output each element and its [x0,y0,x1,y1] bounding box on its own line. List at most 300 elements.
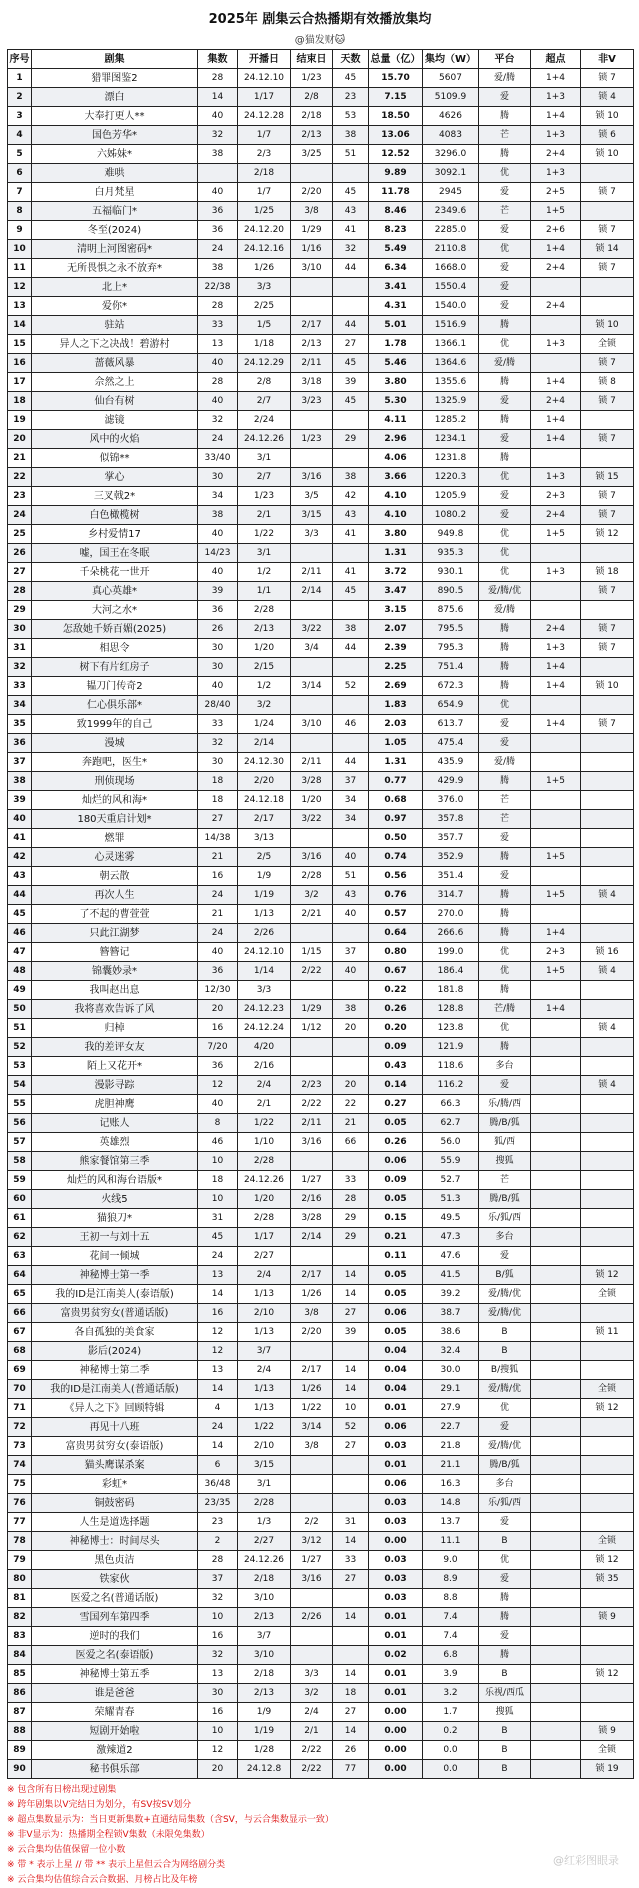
cell-index: 33 [8,677,32,696]
cell-episodes: 18 [198,791,238,810]
cell-start-date: 3/1 [238,1475,291,1494]
table-row [8,411,634,430]
cell-avg-views: 435.9 [423,753,479,772]
cell-advance-screening [531,354,581,373]
cell-locked-episodes [581,1589,634,1608]
cell-days: 45 [333,354,369,373]
cell-avg-views: 0.0 [423,1760,479,1779]
cell-avg-views: 21.8 [423,1437,479,1456]
cell-avg-views: 52.7 [423,1171,479,1190]
cell-locked-episodes: 锁 12 [581,1399,634,1418]
cell-locked-episodes: 锁 6 [581,126,634,145]
cell-end-date: 2/26 [291,1608,333,1627]
cell-locked-episodes: 锁 8 [581,373,634,392]
col-header-episodes: 集数 [198,50,238,69]
cell-start-date: 24.12.10 [238,943,291,962]
cell-title: 记账人 [32,1114,198,1133]
cell-advance-screening [531,1114,581,1133]
cell-advance-screening [531,1741,581,1760]
col-header-start: 开播日 [238,50,291,69]
cell-avg-views: 29.1 [423,1380,479,1399]
cell-advance-screening [531,1038,581,1057]
cell-advance-screening [531,1437,581,1456]
cell-total-views: 0.05 [369,1266,423,1285]
cell-total-views: 0.03 [369,1589,423,1608]
table-row [8,544,634,563]
table-row [8,183,634,202]
cell-avg-views: 38.7 [423,1304,479,1323]
table-row [8,107,634,126]
cell-advance-screening: 1+3 [531,563,581,582]
table-row [8,240,634,259]
cell-total-views: 0.03 [369,1570,423,1589]
cell-total-views: 0.43 [369,1057,423,1076]
cell-end-date: 2/17 [291,1266,333,1285]
cell-days [333,1247,369,1266]
cell-end-date: 3/25 [291,145,333,164]
cell-end-date: 2/11 [291,563,333,582]
cell-days: 39 [333,1323,369,1342]
cell-title: 相思令 [32,639,198,658]
cell-days: 51 [333,867,369,886]
cell-total-views: 0.27 [369,1095,423,1114]
cell-index: 87 [8,1703,32,1722]
cell-days: 46 [333,715,369,734]
cell-start-date: 1/1 [238,582,291,601]
cell-avg-views: 429.9 [423,772,479,791]
cell-end-date: 3/10 [291,259,333,278]
table-row [8,1665,634,1684]
cell-start-date: 1/19 [238,886,291,905]
cell-start-date: 2/13 [238,620,291,639]
cell-platform: 爱 [479,1247,531,1266]
table-row [8,772,634,791]
cell-avg-views: 11.1 [423,1532,479,1551]
cell-title: 怎敌她千娇百媚(2025) [32,620,198,639]
cell-days: 44 [333,259,369,278]
table-row [8,734,634,753]
cell-total-views: 0.80 [369,943,423,962]
footnote: ※ 超点集数显示为：当日更新集数+直通结局集数（含SV，与云合集数显示一致） [7,1815,334,1825]
cell-days: 44 [333,639,369,658]
table-row [8,1684,634,1703]
cell-start-date: 2/17 [238,810,291,829]
cell-days: 27 [333,1570,369,1589]
cell-start-date: 2/4 [238,1076,291,1095]
cell-locked-episodes [581,1684,634,1703]
cell-index: 76 [8,1494,32,1513]
cell-days [333,297,369,316]
table-body [8,69,634,1779]
cell-advance-screening [531,1589,581,1608]
cell-end-date: 3/2 [291,1684,333,1703]
cell-start-date: 3/1 [238,449,291,468]
cell-platform: 芒 [479,810,531,829]
cell-episodes: 12 [198,1741,238,1760]
cell-total-views: 0.03 [369,1437,423,1456]
cell-avg-views: 186.4 [423,962,479,981]
cell-platform: 优 [479,1019,531,1038]
cell-episodes: 10 [198,1722,238,1741]
cell-title: 猎罪图鉴2 [32,69,198,88]
cell-advance-screening [531,582,581,601]
cell-start-date: 3/13 [238,829,291,848]
cell-advance-screening [531,1095,581,1114]
cell-episodes: 27 [198,810,238,829]
cell-days: 53 [333,107,369,126]
cell-index: 65 [8,1285,32,1304]
cell-start-date: 2/5 [238,848,291,867]
cell-index: 85 [8,1665,32,1684]
cell-locked-episodes: 锁 12 [581,1551,634,1570]
cell-days: 41 [333,221,369,240]
cell-episodes: 33 [198,316,238,335]
cell-end-date: 2/11 [291,753,333,772]
cell-total-views: 0.05 [369,1190,423,1209]
cell-advance-screening [531,1532,581,1551]
cell-locked-episodes [581,1418,634,1437]
cell-platform: 腾 [479,658,531,677]
cell-episodes: 21 [198,905,238,924]
cell-end-date: 3/8 [291,202,333,221]
cell-end-date [291,1152,333,1171]
cell-locked-episodes: 全锁 [581,1532,634,1551]
cell-episodes: 34 [198,487,238,506]
cell-index: 71 [8,1399,32,1418]
cell-title: 仁心俱乐部* [32,696,198,715]
cell-avg-views: 55.9 [423,1152,479,1171]
cell-avg-views: 30.0 [423,1361,479,1380]
cell-avg-views: 751.4 [423,658,479,677]
cell-platform: 爱 [479,183,531,202]
cell-advance-screening [531,810,581,829]
cell-days: 41 [333,563,369,582]
cell-episodes: 13 [198,1266,238,1285]
col-header-index: 序号 [8,50,32,69]
cell-platform: B/狐 [479,1266,531,1285]
cell-locked-episodes: 全锁 [581,1380,634,1399]
cell-end-date [291,658,333,677]
cell-index: 61 [8,1209,32,1228]
cell-end-date: 3/10 [291,715,333,734]
cell-episodes: 40 [198,525,238,544]
cell-advance-screening: 1+5 [531,848,581,867]
cell-index: 17 [8,373,32,392]
table-row [8,354,634,373]
cell-start-date: 24.12.29 [238,354,291,373]
cell-end-date [291,278,333,297]
cell-start-date: 1/2 [238,563,291,582]
cell-locked-episodes: 锁 9 [581,1608,634,1627]
footnote: ※ 包含所有日榜出现过剧集 [7,1785,117,1795]
cell-platform: 优 [479,943,531,962]
cell-advance-screening [531,1304,581,1323]
cell-platform: B [479,1741,531,1760]
cell-days: 27 [333,1304,369,1323]
cell-total-views: 2.25 [369,658,423,677]
cell-end-date: 2/2 [291,1513,333,1532]
cell-start-date: 24.12.18 [238,791,291,810]
cell-advance-screening: 1+4 [531,240,581,259]
cell-days [333,981,369,1000]
col-header-days: 天数 [333,50,369,69]
cell-locked-episodes [581,1513,634,1532]
cell-episodes: 10 [198,1608,238,1627]
cell-index: 26 [8,544,32,563]
cell-locked-episodes: 锁 7 [581,582,634,601]
table-row [8,658,634,677]
cell-index: 50 [8,1000,32,1019]
cell-end-date: 2/28 [291,867,333,886]
cell-end-date: 3/23 [291,392,333,411]
cell-episodes: 2 [198,1532,238,1551]
cell-start-date: 1/28 [238,1741,291,1760]
cell-episodes: 4 [198,1399,238,1418]
cell-index: 28 [8,582,32,601]
cell-locked-episodes [581,278,634,297]
cell-end-date [291,449,333,468]
cell-title: 漂白 [32,88,198,107]
cell-platform: 乐/狐/西 [479,1209,531,1228]
table-row [8,563,634,582]
cell-title: 风中的火焰 [32,430,198,449]
cell-advance-screening: 1+4 [531,924,581,943]
cell-advance-screening [531,1361,581,1380]
cell-end-date: 3/12 [291,1532,333,1551]
cell-title: 180天重启计划* [32,810,198,829]
cell-avg-views: 49.5 [423,1209,479,1228]
cell-avg-views: 352.9 [423,848,479,867]
cell-index: 15 [8,335,32,354]
cell-locked-episodes: 锁 7 [581,620,634,639]
cell-title: 猫狼刀* [32,1209,198,1228]
cell-index: 80 [8,1570,32,1589]
cell-total-views: 3.80 [369,373,423,392]
table-row [8,1342,634,1361]
cell-advance-screening [531,1646,581,1665]
cell-index: 40 [8,810,32,829]
cell-total-views: 4.10 [369,506,423,525]
cell-locked-episodes: 锁 18 [581,563,634,582]
cell-platform: 腾 [479,373,531,392]
cell-index: 29 [8,601,32,620]
cell-start-date: 1/7 [238,126,291,145]
cell-platform: B/搜狐 [479,1361,531,1380]
cell-advance-screening [531,1342,581,1361]
cell-days: 20 [333,1076,369,1095]
cell-episodes: 46 [198,1133,238,1152]
cell-platform: 爱 [479,430,531,449]
cell-start-date: 2/1 [238,1095,291,1114]
cell-index: 54 [8,1076,32,1095]
cell-start-date: 3/3 [238,981,291,1000]
table-row [8,1247,634,1266]
cell-advance-screening: 1+5 [531,886,581,905]
cell-locked-episodes [581,791,634,810]
cell-advance-screening [531,734,581,753]
cell-locked-episodes [581,1361,634,1380]
cell-avg-views: 376.0 [423,791,479,810]
cell-episodes: 40 [198,943,238,962]
cell-days: 14 [333,1361,369,1380]
cell-locked-episodes: 锁 10 [581,107,634,126]
cell-advance-screening [531,544,581,563]
cell-episodes: 14/23 [198,544,238,563]
table-row [8,962,634,981]
cell-start-date: 1/22 [238,1418,291,1437]
cell-avg-views: 56.0 [423,1133,479,1152]
table-row [8,1038,634,1057]
cell-title: 富贵男贫穷女(普通话版) [32,1304,198,1323]
cell-end-date: 2/22 [291,1095,333,1114]
table-row [8,1019,634,1038]
cell-end-date: 2/13 [291,126,333,145]
cell-end-date: 3/28 [291,1209,333,1228]
cell-avg-views: 4083 [423,126,479,145]
cell-locked-episodes [581,1190,634,1209]
cell-advance-screening: 2+4 [531,506,581,525]
cell-index: 14 [8,316,32,335]
cell-index: 31 [8,639,32,658]
cell-total-views: 0.01 [369,1684,423,1703]
cell-platform: 爱 [479,829,531,848]
cell-days [333,1342,369,1361]
cell-episodes: 28 [198,1551,238,1570]
cell-days: 23 [333,88,369,107]
cell-locked-episodes [581,601,634,620]
cell-title: 秘书俱乐部 [32,1760,198,1779]
table-row [8,525,634,544]
cell-title: 黑色贞洁 [32,1551,198,1570]
cell-platform: 多台 [479,1228,531,1247]
author-handle: @猫发财🐱 [294,35,346,46]
cell-advance-screening: 1+5 [531,772,581,791]
cell-avg-views: 3.2 [423,1684,479,1703]
cell-episodes: 40 [198,392,238,411]
cell-platform: 腾 [479,848,531,867]
cell-days [333,696,369,715]
cell-index: 53 [8,1057,32,1076]
cell-days [333,1646,369,1665]
cell-episodes: 14 [198,1380,238,1399]
cell-end-date: 2/4 [291,1703,333,1722]
cell-episodes: 40 [198,354,238,373]
cell-platform: 爱 [479,1418,531,1437]
cell-end-date: 2/13 [291,335,333,354]
cell-total-views: 0.11 [369,1247,423,1266]
cell-platform: 腾 [479,1589,531,1608]
cell-episodes: 32 [198,734,238,753]
table-row [8,69,634,88]
cell-days [333,1589,369,1608]
cell-avg-views: 266.6 [423,924,479,943]
cell-platform: 优 [479,240,531,259]
cell-platform: 腾 [479,411,531,430]
cell-days: 45 [333,392,369,411]
cell-episodes: 16 [198,1019,238,1038]
cell-advance-screening [531,1228,581,1247]
cell-days: 22 [333,1095,369,1114]
cell-days [333,544,369,563]
cell-total-views: 0.06 [369,1152,423,1171]
cell-start-date: 1/26 [238,259,291,278]
table-row [8,335,634,354]
cell-total-views: 0.03 [369,1494,423,1513]
cell-platform: 爱 [479,392,531,411]
table-row [8,487,634,506]
cell-total-views: 3.66 [369,468,423,487]
cell-start-date: 1/20 [238,1190,291,1209]
table-row [8,1589,634,1608]
table-row [8,1741,634,1760]
cell-avg-views: 13.7 [423,1513,479,1532]
cell-days: 18 [333,1684,369,1703]
cell-title: 神秘博士第一季 [32,1266,198,1285]
cell-platform: 爱 [479,278,531,297]
cell-days: 37 [333,943,369,962]
cell-avg-views: 5607 [423,69,479,88]
cell-locked-episodes [581,658,634,677]
cell-index: 68 [8,1342,32,1361]
cell-advance-screening: 1+4 [531,715,581,734]
cell-start-date: 2/18 [238,1665,291,1684]
cell-advance-screening [531,1703,581,1722]
cell-title: 异人之下之决战！碧游村 [32,335,198,354]
cell-total-views: 0.05 [369,1323,423,1342]
cell-avg-views: 8.9 [423,1570,479,1589]
cell-total-views: 0.26 [369,1000,423,1019]
table-row [8,278,634,297]
cell-total-views: 0.57 [369,905,423,924]
cell-avg-views: 949.8 [423,525,479,544]
cell-index: 84 [8,1646,32,1665]
cell-index: 39 [8,791,32,810]
cell-index: 83 [8,1627,32,1646]
cell-title: 再次人生 [32,886,198,905]
cell-avg-views: 1080.2 [423,506,479,525]
cell-episodes: 24 [198,924,238,943]
table-row [8,1418,634,1437]
cell-days [333,278,369,297]
cell-title: 千朵桃花一世开 [32,563,198,582]
cell-episodes: 33 [198,715,238,734]
cell-total-views: 0.00 [369,1532,423,1551]
cell-start-date: 1/25 [238,202,291,221]
table-row [8,259,634,278]
footnote: ※ 跨年剧集以V完结日为划分，有SV按SV划分 [7,1800,192,1810]
cell-avg-views: 314.7 [423,886,479,905]
cell-index: 41 [8,829,32,848]
cell-days: 40 [333,905,369,924]
table-row [8,1532,634,1551]
cell-avg-views: 1231.8 [423,449,479,468]
cell-index: 67 [8,1323,32,1342]
cell-locked-episodes [581,202,634,221]
cell-episodes: 20 [198,1760,238,1779]
cell-locked-episodes: 锁 7 [581,639,634,658]
cell-start-date: 2/27 [238,1532,291,1551]
cell-avg-views: 1668.0 [423,259,479,278]
table-row [8,1304,634,1323]
table-row [8,791,634,810]
cell-title: 冬至(2024) [32,221,198,240]
cell-index: 78 [8,1532,32,1551]
cell-total-views: 1.05 [369,734,423,753]
cell-avg-views: 181.8 [423,981,479,1000]
cell-days [333,164,369,183]
cell-avg-views: 66.3 [423,1095,479,1114]
table-row [8,639,634,658]
